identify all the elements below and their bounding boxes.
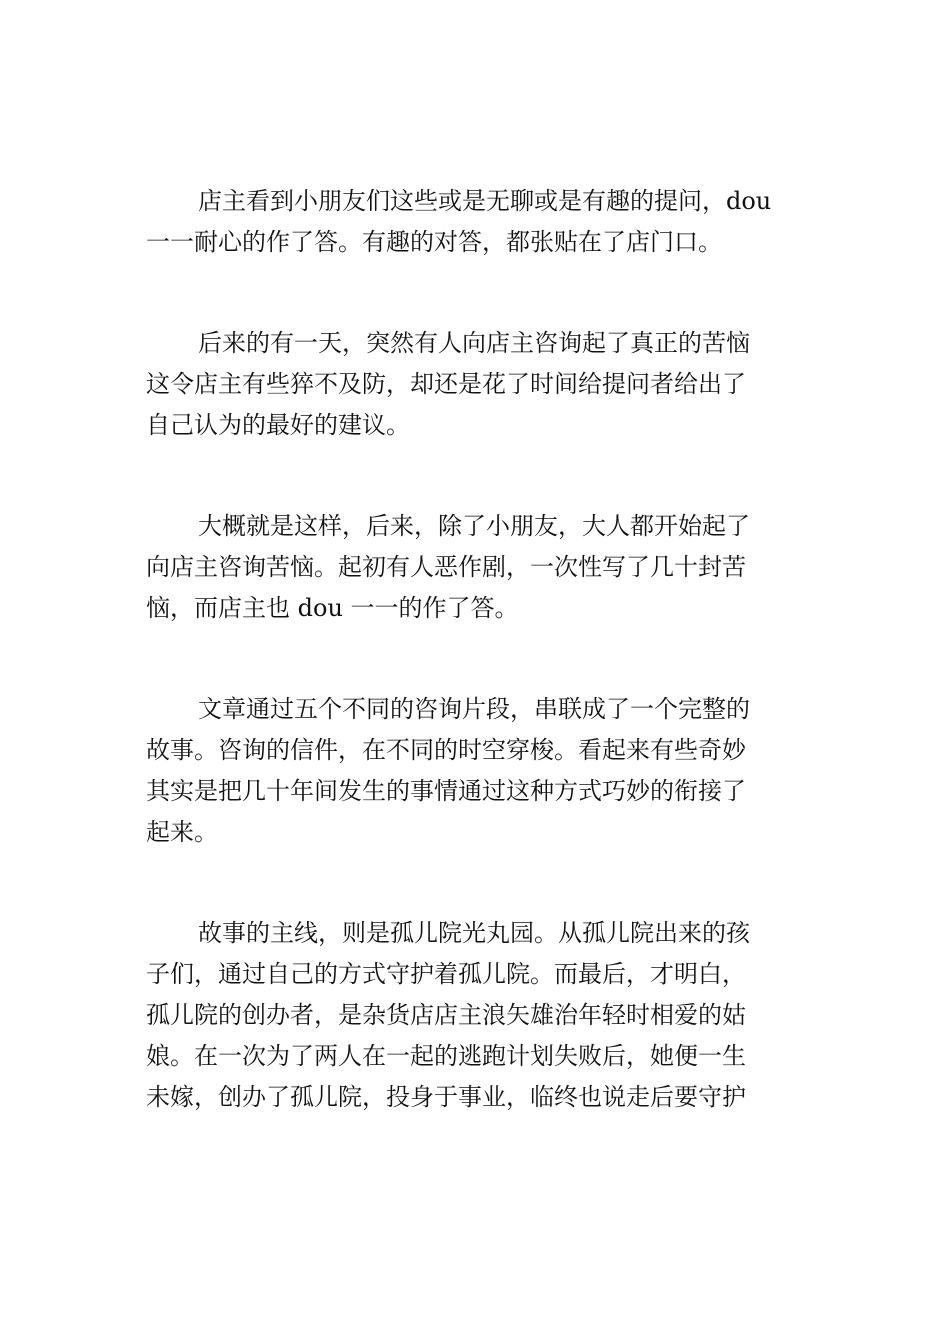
paragraph-line: 娘。在一次为了两人在一起的逃跑计划失败后，她便一生 (146, 1042, 746, 1070)
paragraph-5 (146, 912, 810, 1117)
paragraph-line: 自己认为的最好的建议。 (146, 411, 410, 439)
paragraph-line: 起来。 (146, 818, 218, 846)
paragraph-2 (146, 322, 810, 445)
paragraph-line: 这令店主有些猝不及防，却还是花了时间给提问者给出了 (146, 370, 746, 398)
paragraph-line: 故事。咨询的信件，在不同的时空穿梭。看起来有些奇妙 (146, 736, 746, 764)
paragraph-line: 向店主咨询苦恼。起初有人恶作剧，一次性写了几十封苦 (146, 553, 746, 581)
paragraph-line: 一一耐心的作了答。有趣的对答，都张贴在了店门口。 (146, 228, 722, 256)
paragraph-1 (146, 180, 810, 262)
paragraph-line: 孤儿院的创办者，是杂货店店主浪矢雄治年轻时相爱的姑 (146, 1001, 746, 1029)
paragraph-line: 店主看到小朋友们这些或是无聊或是有趣的提问，dou (198, 187, 772, 215)
paragraph-line: 故事的主线，则是孤儿院光丸园。从孤儿院出来的孩 (198, 919, 750, 947)
paragraph-line: 子们，通过自己的方式守护着孤儿院。而最后，才明白， (146, 960, 746, 988)
paragraph-line: 恼，而店主也 dou 一一的作了答。 (146, 594, 519, 622)
paragraph-line: 后来的有一天，突然有人向店主咨询起了真正的苦恼 (198, 329, 750, 357)
paragraph-4 (146, 688, 810, 852)
article-body (146, 180, 810, 1177)
paragraph-line: 文章通过五个不同的咨询片段，串联成了一个完整的 (198, 695, 750, 723)
paragraph-3 (146, 505, 810, 628)
paragraph-line: 未嫁，创办了孤儿院，投身于事业，临终也说走后要守护 (146, 1083, 746, 1111)
paragraph-line: 其实是把几十年间发生的事情通过这种方式巧妙的衔接了 (146, 777, 746, 805)
paragraph-line: 大概就是这样，后来，除了小朋友，大人都开始起了 (198, 512, 750, 540)
